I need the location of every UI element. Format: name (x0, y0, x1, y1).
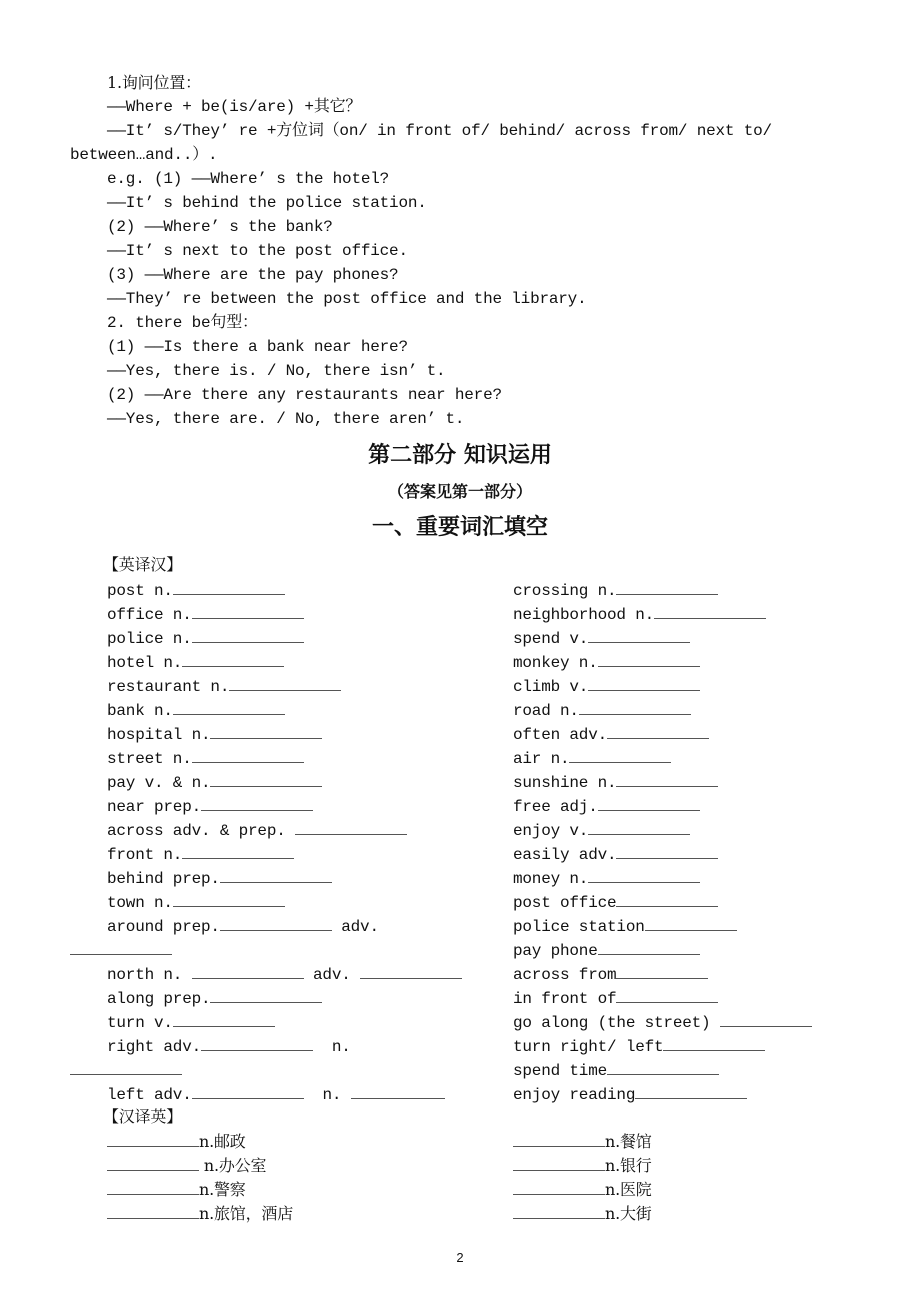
vocab-item: spend time (513, 1059, 719, 1081)
cn-to-en-label: 【汉译英】 (103, 1107, 183, 1126)
answer-blank[interactable] (616, 891, 718, 907)
vocab-item: north n. adv. (107, 963, 462, 985)
vocab-item: town n. (107, 891, 285, 913)
vocab-item: free adj. (513, 795, 700, 817)
grammar-line: ——Yes, there is. / No, there isn’ t. (107, 362, 446, 380)
vocab-item: climb v. (513, 675, 700, 697)
answer-blank[interactable] (192, 747, 304, 763)
answer-blank[interactable] (182, 651, 284, 667)
answer-blank[interactable] (645, 915, 737, 931)
answer-blank[interactable] (107, 1155, 199, 1171)
grammar-line: (2) ——Are there any restaurants near here? (107, 386, 502, 404)
vocab-item: street n. (107, 747, 304, 769)
answer-blank[interactable] (616, 579, 718, 595)
vocab-item: around prep. adv. (107, 915, 379, 937)
vocab-item: n.警察 (107, 1179, 246, 1200)
vocab-item: right adv. n. (107, 1035, 351, 1057)
vocab-item: n.旅馆，酒店 (107, 1203, 293, 1224)
answer-blank[interactable] (220, 867, 332, 883)
vocab-item: n.餐馆 (513, 1131, 652, 1152)
vocab-item: across adv. & prep. (107, 819, 407, 841)
answer-blank[interactable] (107, 1179, 199, 1195)
answer-blank[interactable] (588, 819, 690, 835)
answer-blank[interactable] (663, 1035, 765, 1051)
answer-blank[interactable] (569, 747, 671, 763)
answer-blank[interactable] (70, 939, 172, 955)
answer-blank[interactable] (70, 1059, 182, 1075)
vocab-item: enjoy reading (513, 1083, 747, 1105)
vocab-item: n.银行 (513, 1155, 652, 1176)
answer-blank[interactable] (107, 1131, 199, 1147)
answer-blank[interactable] (588, 675, 700, 691)
answer-blank[interactable] (351, 1083, 445, 1099)
vocab-item: often adv. (513, 723, 709, 745)
section-title: 一、重要词汇填空 (371, 515, 548, 540)
grammar-line: ——It’ s/They’ re +方位词（on/ in front of/ behind/ across from/ next to/ (107, 122, 772, 140)
grammar-line: (3) ——Where are the pay phones? (107, 266, 399, 284)
answer-blank[interactable] (210, 987, 322, 1003)
answer-blank[interactable] (616, 963, 708, 979)
answer-blank[interactable] (210, 771, 322, 787)
grammar-heading-location: 1.询问位置： (107, 73, 201, 92)
vocab-item: neighborhood n. (513, 603, 766, 625)
answer-blank[interactable] (220, 915, 332, 931)
answer-blank[interactable] (513, 1131, 605, 1147)
vocab-item: sunshine n. (513, 771, 718, 793)
vocab-item: police n. (107, 627, 304, 649)
answer-blank[interactable] (173, 579, 285, 595)
vocab-item: enjoy v. (513, 819, 690, 841)
vocab-item: n.办公室 (107, 1155, 266, 1176)
vocab-item: bank n. (107, 699, 285, 721)
answer-blank[interactable] (360, 963, 462, 979)
vocab-item: turn v. (107, 1011, 275, 1033)
vocab-item: air n. (513, 747, 671, 769)
vocab-item: n.医院 (513, 1179, 652, 1200)
grammar-heading-there-be: 2. there be句型： (107, 314, 258, 332)
vocab-item: office n. (107, 603, 304, 625)
part-title: 第二部分 知识运用 (368, 443, 552, 468)
vocab-item: pay phone (513, 939, 700, 961)
answer-blank[interactable] (173, 699, 285, 715)
vocab-item: along prep. (107, 987, 322, 1009)
vocab-item: left adv. n. (107, 1083, 445, 1105)
answer-blank[interactable] (192, 603, 304, 619)
vocab-item: hotel n. (107, 651, 284, 673)
answer-blank[interactable] (210, 723, 322, 739)
grammar-line: ——Where + be(is/are) +其它？ (107, 98, 362, 116)
answer-blank[interactable] (607, 1059, 719, 1075)
answer-blank[interactable] (616, 987, 718, 1003)
vocab-item: front n. (107, 843, 294, 865)
answer-blank[interactable] (513, 1203, 605, 1219)
answer-blank[interactable] (173, 891, 285, 907)
answer-blank[interactable] (513, 1155, 605, 1171)
vocab-item: across from (513, 963, 708, 985)
page-number: 2 (456, 1250, 464, 1265)
vocab-item: in front of (513, 987, 718, 1009)
vocab-item: post n. (107, 579, 285, 601)
vocab-item: police station (513, 915, 737, 937)
vocab-item: easily adv. (513, 843, 718, 865)
answer-blank[interactable] (598, 795, 700, 811)
vocab-item: crossing n. (513, 579, 718, 601)
grammar-line: e.g. (1) ——Where’ s the hotel? (107, 170, 390, 188)
vocab-item: hospital n. (107, 723, 322, 745)
answer-blank[interactable] (173, 1011, 275, 1027)
vocab-item: near prep. (107, 795, 313, 817)
vocab-item: money n. (513, 867, 700, 889)
en-to-cn-label: 【英译汉】 (103, 555, 183, 574)
answer-blank[interactable] (192, 963, 304, 979)
answer-blank[interactable] (588, 627, 690, 643)
vocab-item: n.邮政 (107, 1131, 246, 1152)
grammar-line: ——It’ s next to the post office. (107, 242, 408, 260)
vocab-item: spend v. (513, 627, 690, 649)
answer-blank[interactable] (513, 1179, 605, 1195)
vocab-item: restaurant n. (107, 675, 341, 697)
answer-blank[interactable] (579, 699, 691, 715)
answer-blank[interactable] (598, 651, 700, 667)
answer-blank[interactable] (616, 843, 718, 859)
grammar-line: between…and..）. (70, 146, 218, 164)
grammar-line: ——It’ s behind the police station. (107, 194, 427, 212)
answer-blank[interactable] (654, 603, 766, 619)
vocab-item: post office (513, 891, 718, 913)
answer-blank[interactable] (635, 1083, 747, 1099)
vocab-item: behind prep. (107, 867, 332, 889)
grammar-line: ——Yes, there are. / No, there aren’ t. (107, 410, 465, 428)
answer-blank[interactable] (192, 627, 304, 643)
answer-blank[interactable] (607, 723, 709, 739)
vocab-item-continuation (70, 1059, 182, 1081)
answer-blank[interactable] (720, 1011, 812, 1027)
vocab-item-continuation (70, 939, 172, 961)
vocab-item: monkey n. (513, 651, 700, 673)
answer-blank[interactable] (229, 675, 341, 691)
grammar-line: ——They’ re between the post office and the library. (107, 290, 587, 308)
vocab-item: turn right/ left (513, 1035, 765, 1057)
vocab-item: n.大街 (513, 1203, 652, 1224)
answer-blank[interactable] (107, 1203, 199, 1219)
answer-blank[interactable] (295, 819, 407, 835)
answer-blank[interactable] (588, 867, 700, 883)
answer-blank[interactable] (201, 1035, 313, 1051)
grammar-line: (2) ——Where’ s the bank? (107, 218, 333, 236)
vocab-item: road n. (513, 699, 691, 721)
part-subtitle: （答案见第一部分） (387, 482, 532, 501)
answer-blank[interactable] (201, 795, 313, 811)
answer-blank[interactable] (182, 843, 294, 859)
grammar-line: (1) ——Is there a bank near here? (107, 338, 408, 356)
answer-blank[interactable] (598, 939, 700, 955)
vocab-item: pay v. & n. (107, 771, 322, 793)
answer-blank[interactable] (192, 1083, 304, 1099)
answer-blank[interactable] (616, 771, 718, 787)
vocab-item: go along (the street) (513, 1011, 812, 1033)
